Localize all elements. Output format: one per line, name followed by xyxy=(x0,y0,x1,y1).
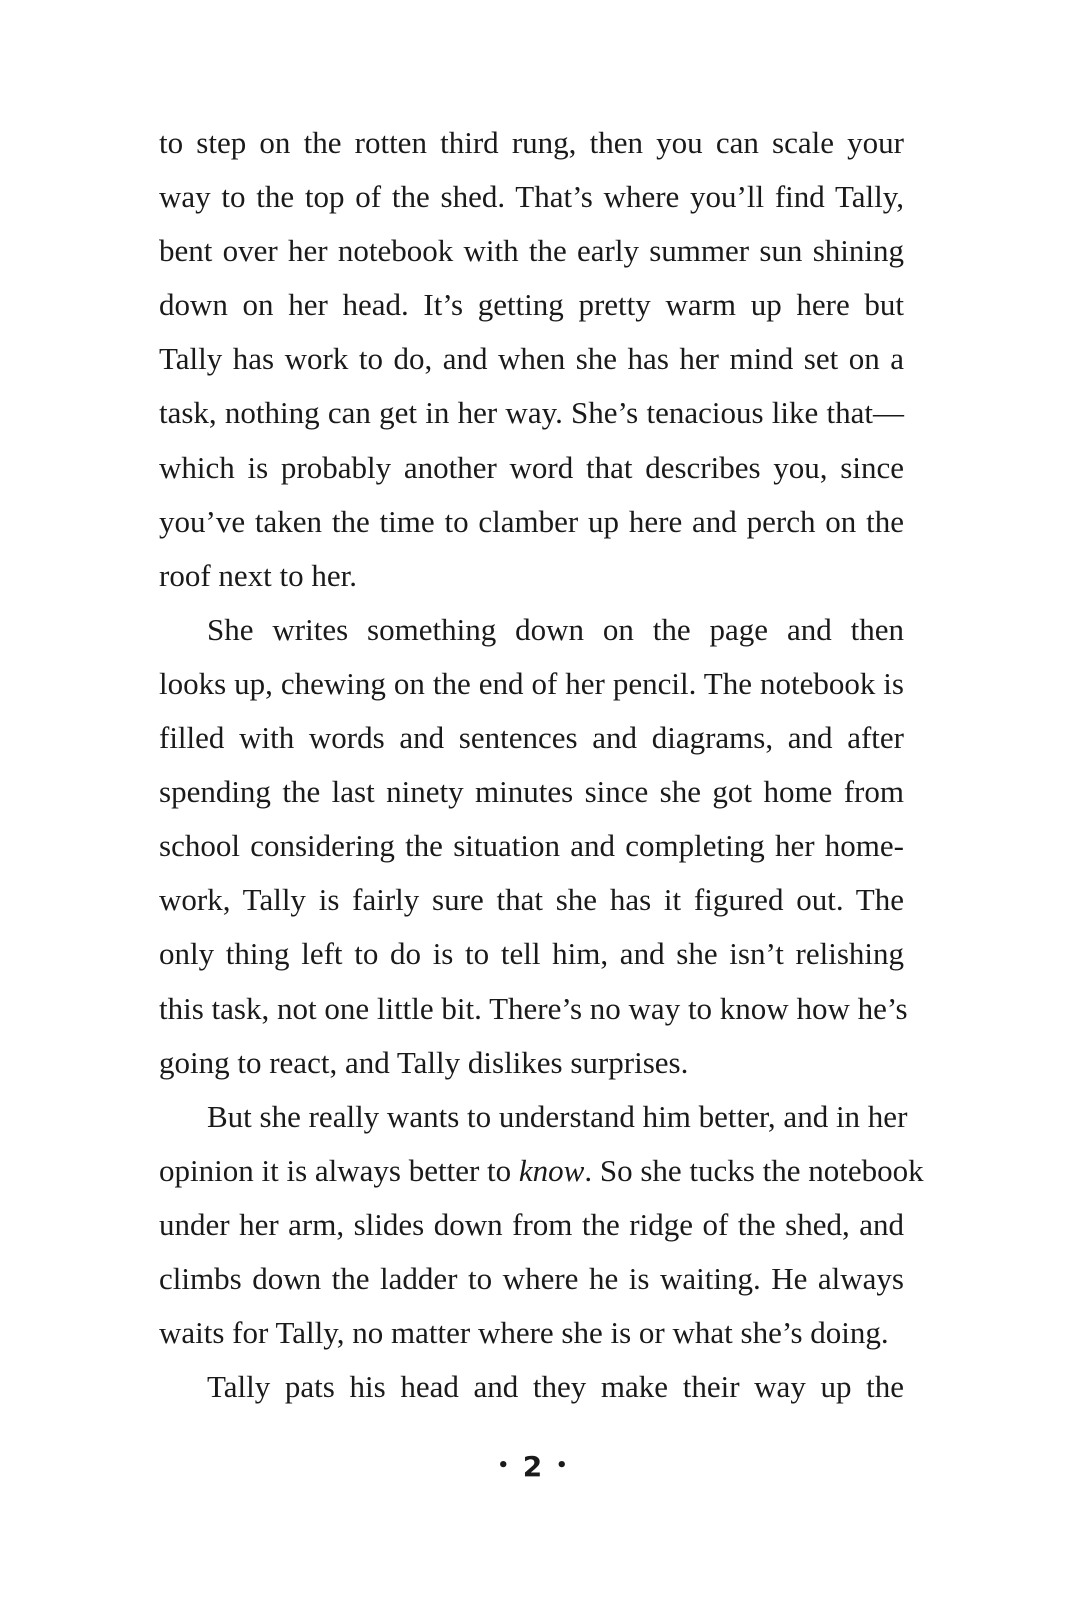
text-segment: filled with words and sentences and diagrams, and after xyxy=(159,720,904,756)
text-segment: Tally pats his head and they make their way up the xyxy=(207,1369,904,1405)
text-segment: under her arm, slides down from the ridge of the shed, and xyxy=(159,1206,904,1242)
text-segment: spending the last ninety minutes since she got home from xyxy=(159,774,904,810)
text-line xyxy=(159,549,904,603)
text-line xyxy=(159,603,904,657)
text-line xyxy=(159,711,904,765)
text-line xyxy=(159,1306,904,1360)
text-segment: climbs down the ladder to where he is waiting. He always xyxy=(159,1260,904,1296)
text-segment: bent over her notebook with the early summer sun shining xyxy=(159,233,904,269)
text-segment: way to the top of the shed. That’s where you’ll find Tally, xyxy=(159,179,904,215)
text-segment: Tally has work to do, and when she has her mind set on a xyxy=(159,341,904,377)
text-segment: work, Tally is fairly sure that she has it figured out. The xyxy=(159,882,904,918)
text-segment: school considering the situation and completing her home- xyxy=(159,828,904,864)
text-line xyxy=(159,1252,904,1306)
page-number: 2 xyxy=(522,1450,545,1483)
page-number-footer xyxy=(0,1450,1067,1483)
page-number-bullet-right: • xyxy=(555,1454,570,1476)
text-segment: She writes something down on the page and then xyxy=(207,611,904,647)
text-segment: roof next to her. xyxy=(159,557,358,593)
body-text xyxy=(159,116,924,1414)
text-line xyxy=(159,657,904,711)
text-line xyxy=(159,170,904,224)
text-line xyxy=(159,495,904,549)
text-line xyxy=(159,1036,904,1090)
text-segment: But she really wants to understand him better, and in her xyxy=(207,1098,908,1134)
text-line xyxy=(159,1360,904,1414)
paragraph xyxy=(159,603,908,1090)
paragraph xyxy=(159,116,904,603)
text-segment: to step on the rotten third rung, then you can scale your xyxy=(159,125,904,160)
text-segment: down on her head. It’s getting pretty warm up here but xyxy=(159,287,904,323)
text-segment: which is probably another word that describes you, since xyxy=(159,449,904,485)
text-line xyxy=(159,386,904,440)
text-line xyxy=(159,873,904,927)
text-segment: opinion it is always better to xyxy=(159,1152,519,1188)
text-segment: only thing left to do is to tell him, and she isn’t relishing xyxy=(159,936,904,972)
emphasis-text: know xyxy=(518,1152,585,1188)
text-line xyxy=(159,1090,908,1144)
text-line xyxy=(159,332,904,386)
text-segment: looks up, chewing on the end of her pencil. The notebook is xyxy=(159,665,904,701)
text-segment: task, nothing can get in her way. She’s tenacious like that— xyxy=(159,395,904,431)
paragraph xyxy=(159,1360,904,1414)
text-line xyxy=(159,1144,924,1198)
text-segment: waits for Tally, no matter where she is or what she’s doing. xyxy=(159,1315,889,1351)
page-number-bullet-left: • xyxy=(497,1454,511,1476)
text-line xyxy=(159,819,904,873)
text-segment: . So she tucks the notebook xyxy=(584,1152,924,1188)
text-segment: this task, not one little bit. There’s no way to know how he’s xyxy=(159,990,908,1026)
text-line xyxy=(159,982,908,1036)
paragraph xyxy=(159,1090,924,1360)
text-segment: going to react, and Tally dislikes surprises. xyxy=(159,1044,689,1080)
text-line xyxy=(159,441,904,495)
text-segment: you’ve taken the time to clamber up here and perch on the xyxy=(159,503,904,539)
text-line xyxy=(159,927,904,981)
text-line xyxy=(159,224,904,278)
text-line xyxy=(159,116,904,170)
text-line xyxy=(159,278,904,332)
text-line xyxy=(159,1198,904,1252)
text-line xyxy=(159,765,904,819)
